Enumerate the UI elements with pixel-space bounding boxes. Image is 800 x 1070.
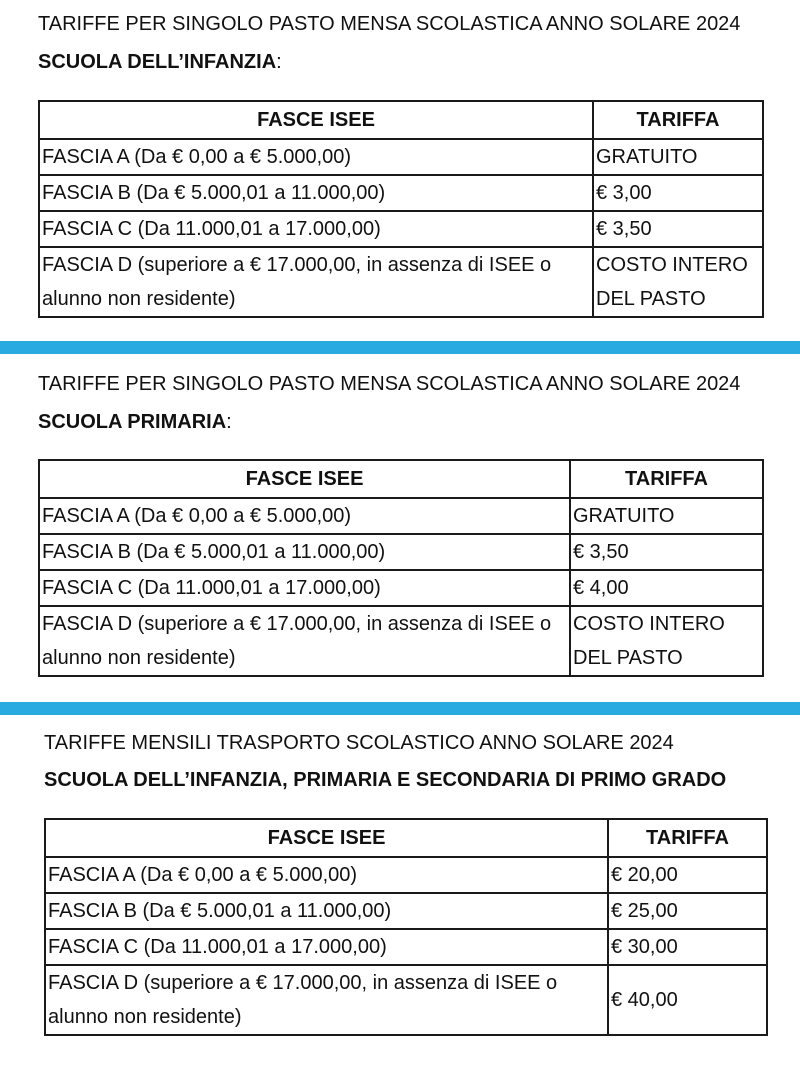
- cell-fascia: FASCIA D (superiore a € 17.000,00, in assenza di ISEE o alunno non residente): [39, 247, 593, 317]
- section-2-title: TARIFFE PER SINGOLO PASTO MENSA SCOLASTICA ANNO SOLARE 2024: [38, 373, 741, 395]
- cell-tariffa: € 3,50: [570, 534, 763, 570]
- cell-fascia: FASCIA A (Da € 0,00 a € 5.000,00): [45, 857, 608, 893]
- cell-fascia: FASCIA C (Da 11.000,01 a 17.000,00): [45, 929, 608, 965]
- section-3-title: TARIFFE MENSILI TRASPORTO SCOLASTICO ANNO SOLARE 2024: [44, 732, 674, 754]
- cell-tariffa: € 20,00: [608, 857, 767, 893]
- header-tariffa: TARIFFA: [608, 819, 767, 857]
- cell-fascia: FASCIA A (Da € 0,00 a € 5.000,00): [39, 498, 570, 534]
- table-header-row: [39, 101, 763, 139]
- table-row: [45, 893, 767, 929]
- section-2-subtitle-text: SCUOLA PRIMARIA: [38, 411, 227, 433]
- table-row: [39, 498, 763, 534]
- table-row: [45, 857, 767, 893]
- table-row: [39, 247, 763, 317]
- section-2-subtitle: [38, 410, 232, 434]
- section-1-subtitle-suffix: :: [276, 51, 282, 73]
- section-2-subtitle-suffix: :: [226, 411, 232, 433]
- cell-fascia: FASCIA C (Da 11.000,01 a 17.000,00): [39, 211, 593, 247]
- cell-tariffa: € 25,00: [608, 893, 767, 929]
- table-row: [39, 570, 763, 606]
- cell-tariffa: € 3,00: [593, 175, 763, 211]
- section-1-subtitle-text: SCUOLA DELL’INFANZIA: [38, 51, 277, 73]
- header-fasce-isee: FASCE ISEE: [45, 819, 608, 857]
- section-divider: [0, 702, 800, 715]
- cell-fascia: FASCIA B (Da € 5.000,01 a 11.000,00): [39, 175, 593, 211]
- section-3-table: [44, 818, 768, 1036]
- header-fasce-isee: FASCE ISEE: [39, 460, 570, 498]
- section-divider: [0, 341, 800, 354]
- cell-tariffa: € 40,00: [608, 965, 767, 1035]
- table-row: [45, 929, 767, 965]
- cell-fascia: FASCIA D (superiore a € 17.000,00, in assenza di ISEE o alunno non residente): [45, 965, 608, 1035]
- cell-tariffa: € 3,50: [593, 211, 763, 247]
- cell-tariffa: GRATUITO: [593, 139, 763, 175]
- cell-fascia: FASCIA A (Da € 0,00 a € 5.000,00): [39, 139, 593, 175]
- section-1-title: TARIFFE PER SINGOLO PASTO MENSA SCOLASTICA ANNO SOLARE 2024: [38, 13, 741, 35]
- cell-fascia: FASCIA B (Da € 5.000,01 a 11.000,00): [39, 534, 570, 570]
- table-row: [45, 965, 767, 1035]
- section-1-subtitle: [38, 50, 282, 74]
- table-row: [39, 211, 763, 247]
- header-tariffa: TARIFFA: [593, 101, 763, 139]
- table-row: [39, 175, 763, 211]
- section-2-table: [38, 459, 764, 677]
- header-tariffa: TARIFFA: [570, 460, 763, 498]
- cell-fascia: FASCIA B (Da € 5.000,01 a 11.000,00): [45, 893, 608, 929]
- header-fasce-isee: FASCE ISEE: [39, 101, 593, 139]
- table-row: [39, 606, 763, 676]
- table-header-row: [45, 819, 767, 857]
- cell-fascia: FASCIA D (superiore a € 17.000,00, in assenza di ISEE o alunno non residente): [39, 606, 570, 676]
- section-3-subtitle: [44, 768, 726, 792]
- cell-tariffa: COSTO INTERO DEL PASTO: [570, 606, 763, 676]
- table-row: [39, 139, 763, 175]
- cell-tariffa: GRATUITO: [570, 498, 763, 534]
- cell-tariffa: € 30,00: [608, 929, 767, 965]
- cell-fascia: FASCIA C (Da 11.000,01 a 17.000,00): [39, 570, 570, 606]
- section-3-subtitle-text: SCUOLA DELL’INFANZIA, PRIMARIA E SECONDARIA DI PRIMO GRADO: [44, 769, 727, 791]
- section-1-table: [38, 100, 764, 318]
- cell-tariffa: € 4,00: [570, 570, 763, 606]
- table-header-row: [39, 460, 763, 498]
- table-row: [39, 534, 763, 570]
- cell-tariffa: COSTO INTERO DEL PASTO: [593, 247, 763, 317]
